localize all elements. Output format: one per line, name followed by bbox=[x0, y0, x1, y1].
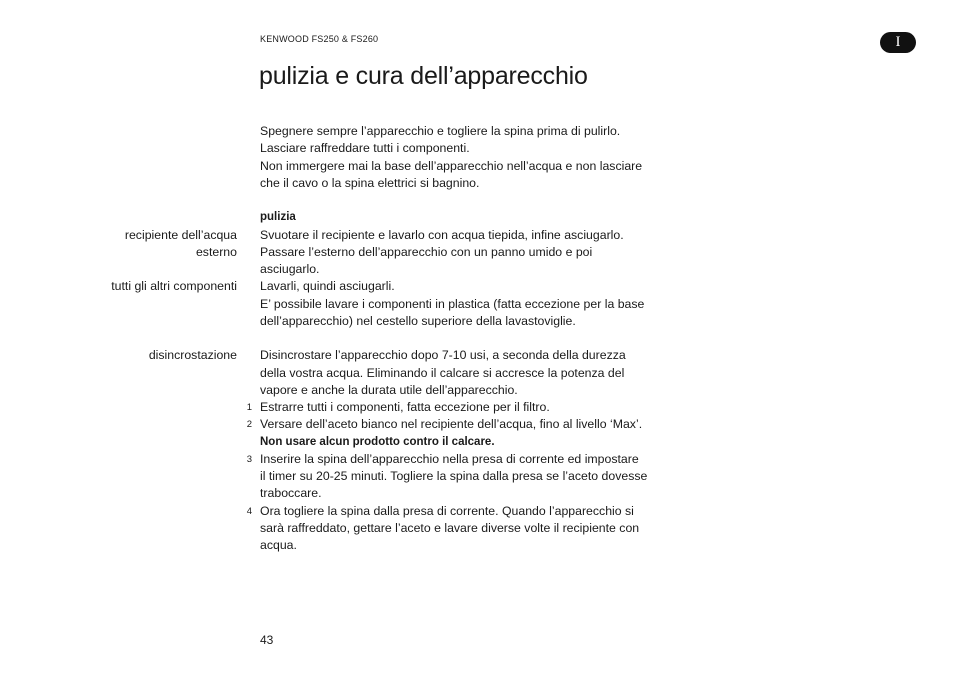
descaling-warning: Non usare alcun prodotto contro il calcare. bbox=[260, 436, 495, 448]
step-4-line: sarà raffreddato, gettare l’aceto e lavare diverse volte il recipiente con bbox=[260, 521, 640, 535]
intro-line: Non immergere mai la base dell’apparecchio nell’acqua e non lasciare bbox=[260, 159, 643, 173]
cleaning-line: dell’apparecchio) nel cestello superiore della lavastoviglie. bbox=[260, 314, 576, 328]
intro-line: che il cavo o la spina elettrici si bagnino. bbox=[260, 176, 480, 190]
side-label-water-tank: recipiente dell’acqua bbox=[124, 228, 237, 242]
side-label-exterior: esterno bbox=[195, 245, 237, 259]
step-4-line: acqua. bbox=[260, 538, 297, 552]
page-number: 43 bbox=[260, 633, 274, 647]
header-model: KENWOOD FS250 & FS260 bbox=[260, 34, 379, 44]
cleaning-line: Lavarli, quindi asciugarli. bbox=[260, 279, 395, 293]
cleaning-line: E’ possibile lavare i componenti in plastica (fatta eccezione per la base bbox=[260, 297, 645, 311]
step-2-line: Versare dell’aceto bianco nel recipiente dell’acqua, fino al livello ‘Max’. bbox=[260, 417, 643, 431]
descaling-intro-line: Disincrostare l’apparecchio dopo 7-10 usi, a seconda della durezza bbox=[260, 348, 626, 362]
intro-line: Spegnere sempre l’apparecchio e togliere la spina prima di pulirlo. bbox=[260, 124, 621, 138]
step-number: 3 bbox=[246, 454, 252, 465]
step-4-line: Ora togliere la spina dalla presa di corrente. Quando l’apparecchio si bbox=[260, 504, 634, 518]
intro-line: Lasciare raffreddare tutti i componenti. bbox=[260, 141, 470, 155]
side-label-other-parts: tutti gli altri componenti bbox=[111, 279, 237, 293]
step-number: 2 bbox=[246, 419, 252, 430]
step-number: 1 bbox=[246, 402, 252, 413]
descaling-intro-line: della vostra acqua. Eliminando il calcare si accresce la potenza del bbox=[260, 366, 625, 380]
step-3-line: traboccare. bbox=[260, 486, 322, 500]
cleaning-line: Passare l’esterno dell’apparecchio con un panno umido e poi bbox=[260, 245, 593, 259]
side-label-descaling: disincrostazione bbox=[148, 348, 237, 362]
cleaning-line: asciugarlo. bbox=[260, 262, 320, 276]
descaling-intro-line: vapore e anche la durata utile dell’apparecchio. bbox=[260, 383, 518, 397]
page-title: pulizia e cura dell’apparecchio bbox=[259, 62, 588, 90]
cleaning-line: Svuotare il recipiente e lavarlo con acqua tiepida, infine asciugarlo. bbox=[260, 228, 624, 242]
step-3-line: Inserire la spina dell’apparecchio nella presa di corrente ed impostare bbox=[260, 452, 639, 466]
section-heading-cleaning: pulizia bbox=[260, 211, 296, 223]
step-number: 4 bbox=[246, 506, 252, 517]
language-badge: I bbox=[880, 32, 916, 53]
step-1-line: Estrarre tutti i componenti, fatta eccezione per il filtro. bbox=[260, 400, 550, 414]
step-3-line: il timer su 20-25 minuti. Togliere la spina dalla presa se l’aceto dovesse bbox=[260, 469, 648, 483]
